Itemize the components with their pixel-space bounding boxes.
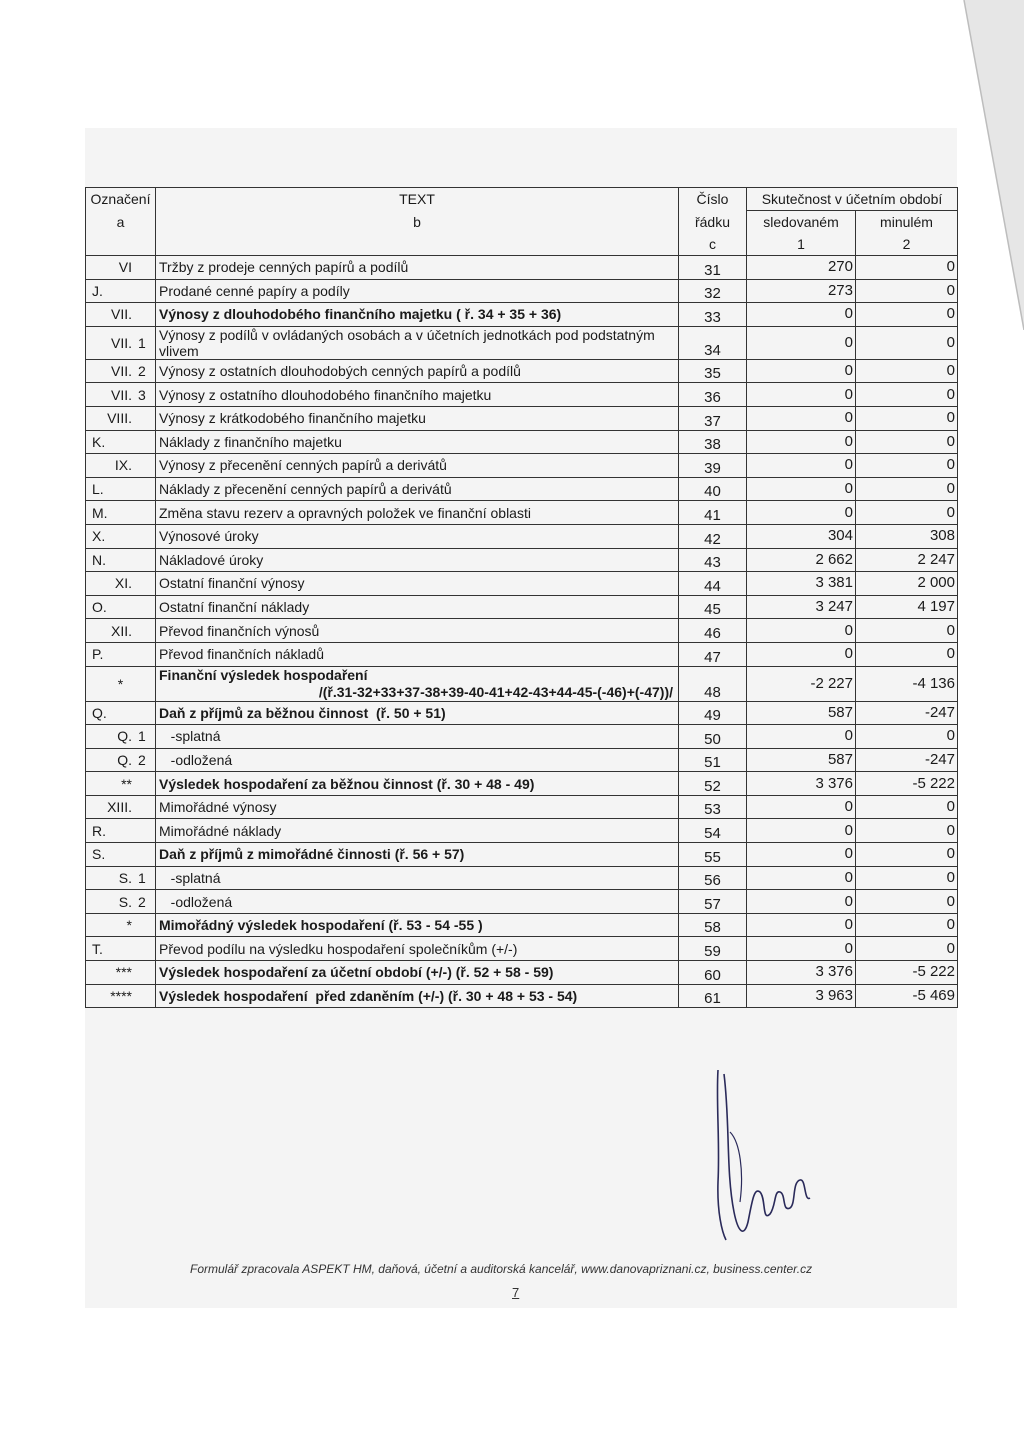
value-previous-period: -5 222 xyxy=(856,961,958,985)
row-mark-code: VII. xyxy=(110,334,132,351)
value-previous-period: 0 xyxy=(856,795,958,819)
row-mark xyxy=(86,454,156,478)
header-row-1 xyxy=(86,188,958,211)
value-current-period: 0 xyxy=(747,326,856,359)
row-mark: * xyxy=(86,666,156,701)
row-text: Výsledek hospodaření za účetní období (+/-) (ř. 52 + 58 - 59) xyxy=(156,961,679,985)
row-text: Změna stavu rezerv a opravných položek ve finanční oblasti xyxy=(156,501,679,525)
row-mark-sub: 2 xyxy=(138,751,146,768)
row-text: Výnosy z podílů v ovládaných osobách a v účetních jednotkách pod podstatným vlivem xyxy=(156,326,679,359)
value-previous-period: 0 xyxy=(856,477,958,501)
table-row xyxy=(86,619,958,643)
row-mark-code: VII. xyxy=(110,306,132,323)
header-cislo: Číslo xyxy=(679,188,747,211)
row-number: 43 xyxy=(679,548,747,572)
value-current-period: 3 376 xyxy=(747,961,856,985)
table-row xyxy=(86,477,958,501)
value-previous-period: 0 xyxy=(856,326,958,359)
value-current-period: 0 xyxy=(747,795,856,819)
row-mark-code: J. xyxy=(92,282,103,299)
value-previous-period: 0 xyxy=(856,642,958,666)
row-number: 40 xyxy=(679,477,747,501)
row-mark xyxy=(86,477,156,501)
value-previous-period: -5 222 xyxy=(856,772,958,796)
row-mark xyxy=(86,359,156,383)
value-previous-period: 0 xyxy=(856,843,958,867)
header-minulem: minulém xyxy=(856,211,958,234)
row-number: 41 xyxy=(679,501,747,525)
row-mark-code: VII. xyxy=(110,386,132,403)
row-mark-sub: 1 xyxy=(138,728,146,745)
row-mark xyxy=(86,866,156,890)
value-current-period: 2 662 xyxy=(747,548,856,572)
table-row xyxy=(86,890,958,914)
row-mark-code: S. xyxy=(118,893,132,910)
row-mark xyxy=(86,725,156,749)
value-current-period: 0 xyxy=(747,454,856,478)
row-mark-code: XIII. xyxy=(107,799,132,816)
row-number: 33 xyxy=(679,303,747,327)
value-current-period: 0 xyxy=(747,303,856,327)
row-mark-code: VIII. xyxy=(107,410,132,427)
header-radku: řádku xyxy=(679,211,747,234)
row-mark xyxy=(86,642,156,666)
value-previous-period: 0 xyxy=(856,406,958,430)
row-mark-code: K. xyxy=(92,433,106,450)
row-mark-code: O. xyxy=(92,599,107,616)
row-mark-code: *** xyxy=(115,964,132,981)
row-mark-code: M. xyxy=(92,504,108,521)
header-col-2: 2 xyxy=(856,233,958,256)
header-col-c: c xyxy=(679,233,747,256)
value-current-period: 0 xyxy=(747,890,856,914)
row-mark-sub: 3 xyxy=(138,386,146,403)
table-row xyxy=(86,913,958,937)
row-number: 44 xyxy=(679,572,747,596)
row-mark-sub: 2 xyxy=(138,363,146,380)
row-mark xyxy=(86,937,156,961)
page-number: 7 xyxy=(512,1285,520,1300)
row-mark xyxy=(86,501,156,525)
row-text: Převod finančních výnosů xyxy=(156,619,679,643)
table-row xyxy=(86,866,958,890)
row-mark-code: R. xyxy=(92,822,106,839)
table-row xyxy=(86,406,958,430)
value-current-period: 0 xyxy=(747,937,856,961)
table-row xyxy=(86,359,958,383)
value-current-period: 0 xyxy=(747,819,856,843)
row-mark xyxy=(86,524,156,548)
value-previous-period: 0 xyxy=(856,454,958,478)
table-row xyxy=(86,256,958,280)
row-number: 54 xyxy=(679,819,747,843)
row-mark xyxy=(86,383,156,407)
value-current-period: 587 xyxy=(747,748,856,772)
table-row xyxy=(86,984,958,1008)
value-current-period: 0 xyxy=(747,359,856,383)
header-col-a: a xyxy=(86,211,156,234)
row-text: -splatná xyxy=(156,866,679,890)
row-number: 59 xyxy=(679,937,747,961)
row-number: 38 xyxy=(679,430,747,454)
value-previous-period: 0 xyxy=(856,937,958,961)
value-current-period: 3 247 xyxy=(747,595,856,619)
value-previous-period: -247 xyxy=(856,748,958,772)
row-mark xyxy=(86,890,156,914)
row-mark-code: IX. xyxy=(114,457,132,474)
value-current-period: 0 xyxy=(747,501,856,525)
table-row xyxy=(86,454,958,478)
value-current-period: 0 xyxy=(747,843,856,867)
value-current-period: 0 xyxy=(747,913,856,937)
table-row xyxy=(86,524,958,548)
row-mark-code: * xyxy=(126,917,132,934)
value-current-period: 0 xyxy=(747,725,856,749)
row-mark-code: **** xyxy=(110,987,132,1004)
row-mark xyxy=(86,326,156,359)
row-number: 39 xyxy=(679,454,747,478)
table-row xyxy=(86,961,958,985)
row-mark-code: XI. xyxy=(114,575,132,592)
row-mark xyxy=(86,430,156,454)
row-number: 36 xyxy=(679,383,747,407)
table-row xyxy=(86,279,958,303)
table-row xyxy=(86,642,958,666)
value-previous-period: 0 xyxy=(856,501,958,525)
row-mark-sub: 2 xyxy=(138,893,146,910)
value-previous-period: 4 197 xyxy=(856,595,958,619)
row-mark xyxy=(86,572,156,596)
row-text: Výsledek hospodaření před zdaněním (+/-) (ř. 30 + 48 + 53 - 54) xyxy=(156,984,679,1008)
row-mark-code: Q. xyxy=(92,704,107,721)
header-text: TEXT xyxy=(156,188,679,211)
handwritten-signature xyxy=(700,1062,820,1252)
value-previous-period: -247 xyxy=(856,701,958,725)
row-mark xyxy=(86,913,156,937)
row-number: 31 xyxy=(679,256,747,280)
row-text: Náklady z přecenění cenných papírů a derivátů xyxy=(156,477,679,501)
financial-result-row xyxy=(86,666,958,701)
row-mark xyxy=(86,795,156,819)
row-text: Prodané cenné papíry a podíly xyxy=(156,279,679,303)
table-row xyxy=(86,772,958,796)
row-mark xyxy=(86,984,156,1008)
value-current-period: 0 xyxy=(747,866,856,890)
table-row xyxy=(86,383,958,407)
row-number: 47 xyxy=(679,642,747,666)
row-text: Mimořádné náklady xyxy=(156,819,679,843)
row-number: 35 xyxy=(679,359,747,383)
row-number: 51 xyxy=(679,748,747,772)
row-text: Výsledek hospodaření za běžnou činnost (ř. 30 + 48 - 49) xyxy=(156,772,679,796)
header-row-3 xyxy=(86,233,958,256)
row-mark-sub: 1 xyxy=(138,334,146,351)
value-previous-period: 0 xyxy=(856,819,958,843)
value-previous-period: 0 xyxy=(856,913,958,937)
row-text: Ostatní finanční výnosy xyxy=(156,572,679,596)
financial-result-formula: /(ř.31-32+33+37-38+39-40-41+42-43+44-45-(-46)+(-47))/ xyxy=(318,683,673,700)
header-sledovanem: sledovaném xyxy=(747,211,856,234)
value-previous-period: 308 xyxy=(856,524,958,548)
form-footer-note: Formulář zpracovala ASPEKT HM, daňová, účetní a auditorská kancelář, www.danovapriznani.cz, business.center.cz xyxy=(190,1262,813,1276)
table-row xyxy=(86,725,958,749)
value-previous-period: 0 xyxy=(856,866,958,890)
value-previous-period: 0 xyxy=(856,279,958,303)
value-current-period: 3 963 xyxy=(747,984,856,1008)
table-row xyxy=(86,937,958,961)
value-previous-period: -4 136 xyxy=(856,666,958,701)
value-current-period: 0 xyxy=(747,619,856,643)
row-number: 46 xyxy=(679,619,747,643)
row-mark-code: T. xyxy=(92,940,103,957)
table-row xyxy=(86,326,958,359)
row-text xyxy=(156,666,679,701)
row-number: 50 xyxy=(679,725,747,749)
row-number: 32 xyxy=(679,279,747,303)
value-current-period: 0 xyxy=(747,642,856,666)
row-text: Výnosy z ostatních dlouhodobých cenných papírů a podílů xyxy=(156,359,679,383)
row-mark-code: Q. xyxy=(117,751,132,768)
value-previous-period: 0 xyxy=(856,359,958,383)
header-blank-b xyxy=(156,233,679,256)
value-current-period: 0 xyxy=(747,383,856,407)
row-number: 42 xyxy=(679,524,747,548)
table-row xyxy=(86,595,958,619)
row-text: -splatná xyxy=(156,725,679,749)
row-number: 61 xyxy=(679,984,747,1008)
row-text: Daň z příjmů z mimořádné činnosti (ř. 56 + 57) xyxy=(156,843,679,867)
value-current-period: 273 xyxy=(747,279,856,303)
row-mark xyxy=(86,406,156,430)
row-mark xyxy=(86,748,156,772)
header-col-b: b xyxy=(156,211,679,234)
value-current-period: 3 376 xyxy=(747,772,856,796)
row-number: 56 xyxy=(679,866,747,890)
header-row-2 xyxy=(86,211,958,234)
row-mark-code: XII. xyxy=(110,622,132,639)
row-text: -odložená xyxy=(156,890,679,914)
value-previous-period: 0 xyxy=(856,725,958,749)
value-current-period: 0 xyxy=(747,406,856,430)
row-text: Výnosové úroky xyxy=(156,524,679,548)
row-mark-code: L. xyxy=(92,481,104,498)
row-text: Tržby z prodeje cenných papírů a podílů xyxy=(156,256,679,280)
value-previous-period: 0 xyxy=(856,619,958,643)
row-mark xyxy=(86,772,156,796)
value-previous-period: 2 000 xyxy=(856,572,958,596)
table-row xyxy=(86,701,958,725)
value-current-period: 270 xyxy=(747,256,856,280)
row-mark xyxy=(86,256,156,280)
header-blank-a xyxy=(86,233,156,256)
row-number: 49 xyxy=(679,701,747,725)
row-text: Převod podílu na výsledku hospodaření společníkům (+/-) xyxy=(156,937,679,961)
row-number: 37 xyxy=(679,406,747,430)
table-row xyxy=(86,748,958,772)
value-current-period: 304 xyxy=(747,524,856,548)
row-mark xyxy=(86,619,156,643)
row-mark xyxy=(86,548,156,572)
table-row xyxy=(86,843,958,867)
value-previous-period: 0 xyxy=(856,890,958,914)
financial-result-title: Finanční výsledek hospodaření xyxy=(159,666,368,683)
row-number: 52 xyxy=(679,772,747,796)
row-number: 57 xyxy=(679,890,747,914)
row-mark-code: S. xyxy=(92,846,106,863)
row-mark xyxy=(86,961,156,985)
value-current-period: -2 227 xyxy=(747,666,856,701)
financial-statement-table xyxy=(85,187,958,1008)
value-previous-period: -5 469 xyxy=(856,984,958,1008)
value-current-period: 587 xyxy=(747,701,856,725)
row-text: Nákladové úroky xyxy=(156,548,679,572)
row-mark xyxy=(86,279,156,303)
row-text: Výnosy z ostatního dlouhodobého finančního majetku xyxy=(156,383,679,407)
header-col-1: 1 xyxy=(747,233,856,256)
value-previous-period: 0 xyxy=(856,256,958,280)
value-previous-period: 0 xyxy=(856,430,958,454)
header-oznaceni: Označení xyxy=(86,188,156,211)
value-previous-period: 2 247 xyxy=(856,548,958,572)
row-mark-code: N. xyxy=(92,551,106,568)
row-mark-code: VI xyxy=(118,259,132,276)
table-row xyxy=(86,572,958,596)
row-mark xyxy=(86,843,156,867)
row-mark-code: ** xyxy=(121,775,132,792)
row-number: 55 xyxy=(679,843,747,867)
row-number: 34 xyxy=(679,326,747,359)
row-mark-code: P. xyxy=(92,646,104,663)
row-text: Náklady z finančního majetku xyxy=(156,430,679,454)
value-previous-period: 0 xyxy=(856,383,958,407)
row-number: 48 xyxy=(679,666,747,701)
row-text: Výnosy z přecenění cenných papírů a derivátů xyxy=(156,454,679,478)
value-current-period: 0 xyxy=(747,430,856,454)
row-mark xyxy=(86,819,156,843)
row-number: 58 xyxy=(679,913,747,937)
row-mark xyxy=(86,303,156,327)
row-text: Převod finančních nákladů xyxy=(156,642,679,666)
table-row xyxy=(86,501,958,525)
table-row xyxy=(86,303,958,327)
value-previous-period: 0 xyxy=(856,303,958,327)
row-text: Mimořádný výsledek hospodaření (ř. 53 - 54 -55 ) xyxy=(156,913,679,937)
table-row xyxy=(86,819,958,843)
row-text: -odložená xyxy=(156,748,679,772)
row-mark xyxy=(86,701,156,725)
row-mark-code: VII. xyxy=(110,363,132,380)
row-number: 60 xyxy=(679,961,747,985)
row-number: 53 xyxy=(679,795,747,819)
row-mark-sub: 1 xyxy=(138,869,146,886)
row-mark xyxy=(86,595,156,619)
value-current-period: 3 381 xyxy=(747,572,856,596)
table-row xyxy=(86,430,958,454)
row-text: Daň z příjmů za běžnou činnost (ř. 50 + 51) xyxy=(156,701,679,725)
row-number: 45 xyxy=(679,595,747,619)
row-text: Výnosy z dlouhodobého finančního majetku ( ř. 34 + 35 + 36) xyxy=(156,303,679,327)
row-text: Mimořádné výnosy xyxy=(156,795,679,819)
value-current-period: 0 xyxy=(747,477,856,501)
row-mark-code: S. xyxy=(118,869,132,886)
row-text: Ostatní finanční náklady xyxy=(156,595,679,619)
row-mark-code: X. xyxy=(92,528,106,545)
table-row xyxy=(86,548,958,572)
row-text: Výnosy z krátkodobého finančního majetku xyxy=(156,406,679,430)
header-skutecnost: Skutečnost v účetním období xyxy=(747,188,958,211)
row-mark-code: Q. xyxy=(117,728,132,745)
table-row xyxy=(86,795,958,819)
